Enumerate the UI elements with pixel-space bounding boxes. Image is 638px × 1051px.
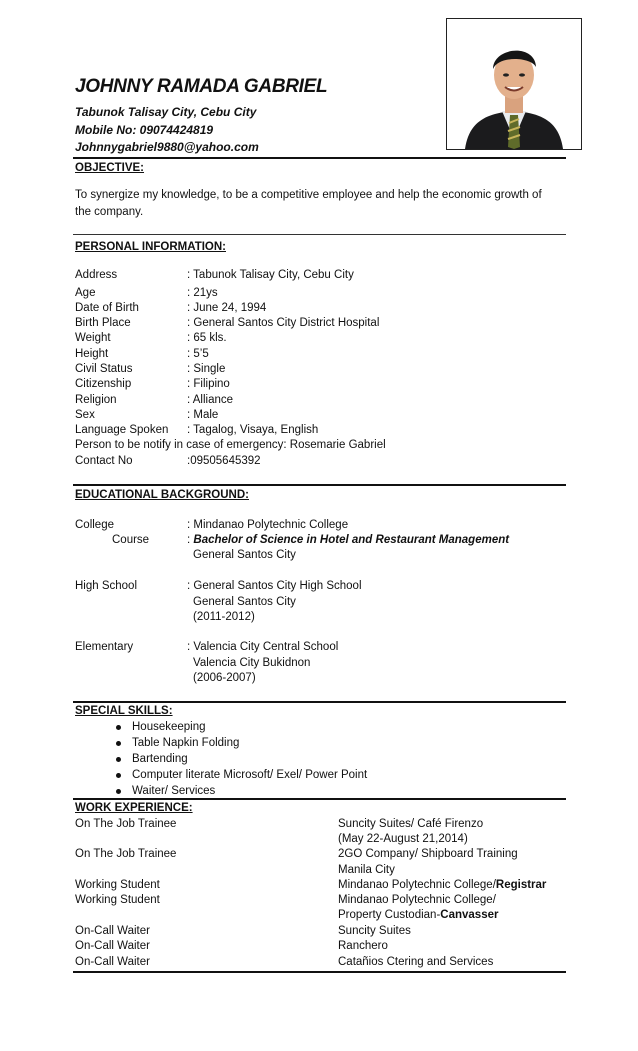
elementary-value: : Valencia City Central School	[187, 641, 339, 653]
elementary-city: Valencia City Bukidnon	[193, 657, 311, 669]
work-role: Property Custodian-Canvasser	[338, 909, 499, 921]
profile-photo	[446, 18, 582, 150]
skill-item: Computer literate Microsoft/ Exel/ Power Point	[112, 767, 367, 783]
college-label: College	[75, 519, 114, 531]
work-company: Catañios Ctering and Services	[338, 956, 494, 968]
course-label: Course	[112, 534, 150, 546]
personal-value: : 21ys	[187, 287, 218, 299]
objective-heading: OBJECTIVE:	[75, 162, 145, 174]
work-position: On-Call Waiter	[75, 925, 150, 937]
personal-value: : 5’5	[187, 348, 209, 360]
work-company: Suncity Suites	[338, 925, 411, 937]
personal-label: Language Spoken	[75, 424, 169, 436]
work-role-bold: Registrar	[495, 879, 547, 891]
elementary-years: (2006-2007)	[193, 672, 256, 684]
personal-label: Birth Place	[75, 317, 131, 329]
skill-item: Waiter/ Services	[112, 783, 367, 799]
personal-label: Age	[75, 287, 96, 299]
work-company: 2GO Company/ Shipboard Training	[338, 848, 518, 860]
emergency-contact: Person to be notify in case of emergency: Rosemarie Gabriel	[75, 439, 386, 451]
personal-label: Address	[75, 269, 118, 281]
personal-info-heading: PERSONAL INFORMATION:	[75, 241, 226, 253]
work-company: Mindanao Polytechnic College/Registrar	[338, 879, 547, 891]
applicant-name: JOHNNY RAMADA GABRIEL	[75, 76, 328, 97]
personal-label: Sex	[75, 409, 95, 421]
work-position: On The Job Trainee	[75, 848, 177, 860]
personal-label: Date of Birth	[75, 302, 139, 314]
skills-heading: SPECIAL SKILLS:	[75, 705, 173, 717]
skills-list	[112, 719, 367, 799]
footer-divider	[73, 971, 566, 973]
header-mobile: Mobile No: 09074424819	[75, 123, 214, 137]
objective-divider	[73, 234, 566, 235]
personal-value: : Tagalog, Visaya, English	[187, 424, 319, 436]
header-email: Johnnygabriel9880@yahoo.com	[75, 140, 259, 154]
header-divider	[73, 157, 566, 159]
personal-label: Religion	[75, 394, 117, 406]
header-address: Tabunok Talisay City, Cebu City	[75, 105, 257, 119]
highschool-city: General Santos City	[193, 596, 296, 608]
personal-label: Height	[75, 348, 109, 360]
work-role-bold: Canvasser	[440, 909, 499, 921]
skill-item: Table Napkin Folding	[112, 735, 367, 751]
highschool-years: (2011-2012)	[193, 611, 255, 623]
work-position: On-Call Waiter	[75, 956, 150, 968]
education-divider	[73, 484, 566, 486]
work-company: Mindanao Polytechnic College/	[338, 894, 496, 906]
personal-value: : Single	[187, 363, 226, 375]
personal-label: Civil Status	[75, 363, 133, 375]
elementary-label: Elementary	[75, 641, 134, 653]
personal-value: : Male	[187, 409, 219, 421]
course-name: Bachelor of Science in Hotel and Restaurant Management	[193, 534, 510, 546]
contact-label: Contact No	[75, 455, 133, 467]
work-dates: (May 22-August 21,2014)	[338, 833, 468, 845]
skill-item: Housekeeping	[112, 719, 367, 735]
personal-value: : Alliance	[187, 394, 234, 406]
contact-value: :09505645392	[187, 455, 261, 467]
objective-line-1: To synergize my knowledge, to be a competitive employee and help the economic growth of	[75, 189, 542, 201]
work-position: Working Student	[75, 894, 160, 906]
personal-value: : Tabunok Talisay City, Cebu City	[187, 269, 354, 281]
college-value: : Mindanao Polytechnic College	[187, 519, 349, 531]
highschool-value: : General Santos City High School	[187, 580, 362, 592]
work-company: Suncity Suites/ Café Firenzo	[338, 818, 484, 830]
education-heading: EDUCATIONAL BACKGROUND:	[75, 489, 249, 501]
work-location: Manila City	[338, 864, 395, 876]
objective-line-2: the company.	[75, 206, 144, 218]
work-position: On-Call Waiter	[75, 940, 150, 952]
personal-value: : 65 kls.	[187, 332, 227, 344]
work-position: On The Job Trainee	[75, 818, 177, 830]
work-heading: WORK EXPERIENCE:	[75, 802, 193, 814]
work-company: Ranchero	[338, 940, 388, 952]
work-position: Working Student	[75, 879, 160, 891]
personal-value: : Filipino	[187, 378, 230, 390]
personal-label: Weight	[75, 332, 111, 344]
personal-label: Citizenship	[75, 378, 132, 390]
skill-item: Bartending	[112, 751, 367, 767]
personal-value: : General Santos City District Hospital	[187, 317, 380, 329]
highschool-label: High School	[75, 580, 138, 592]
work-divider	[73, 798, 566, 800]
college-city: General Santos City	[193, 549, 296, 561]
course-value: : Bachelor of Science in Hotel and Restaurant Management	[187, 534, 510, 546]
personal-value: : June 24, 1994	[187, 302, 267, 314]
skills-divider	[73, 701, 566, 703]
